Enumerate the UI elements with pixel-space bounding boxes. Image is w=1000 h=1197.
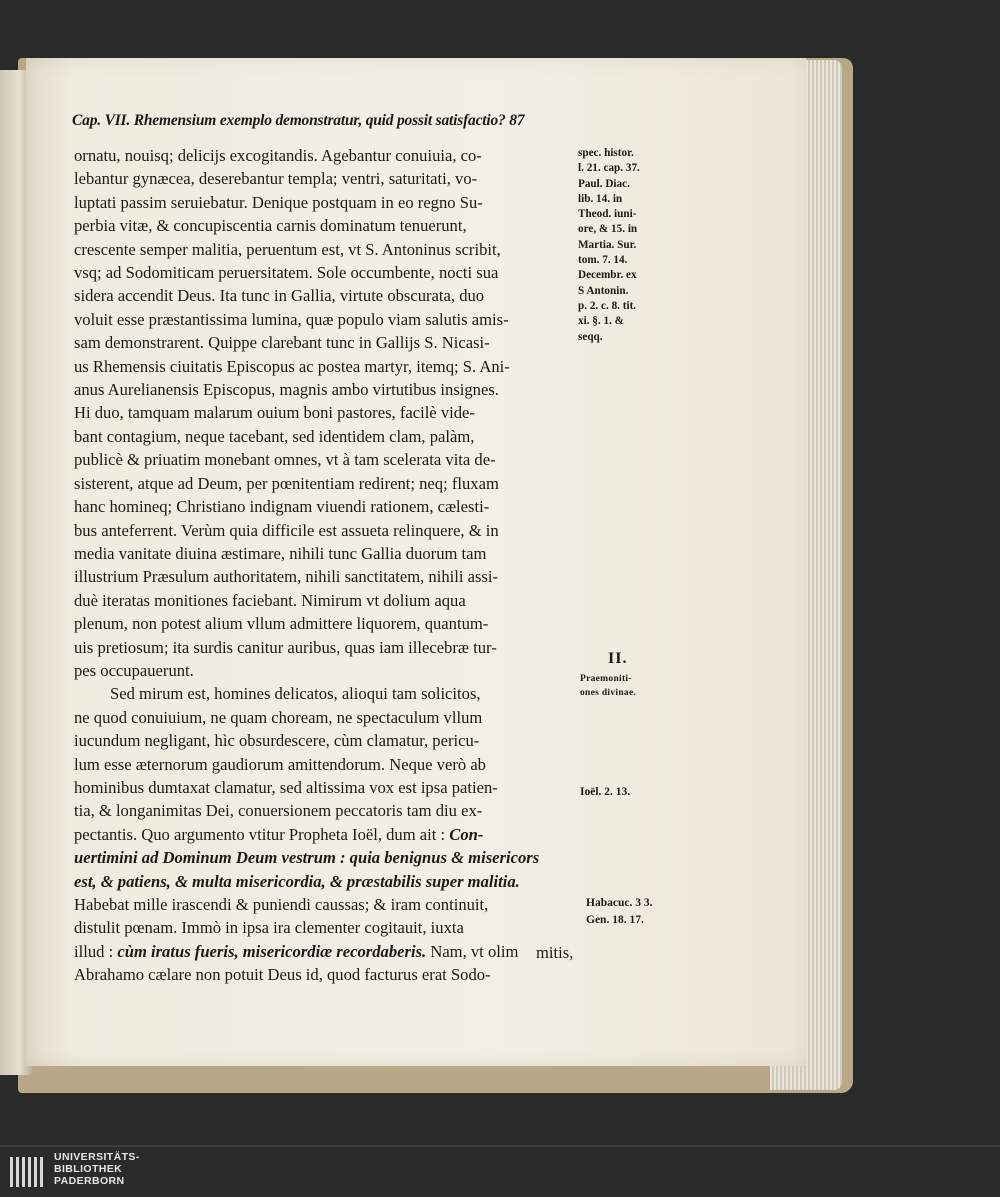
main-text	[74, 144, 579, 987]
quote-segment: cùm iratus fueris, misericordiæ recordaberis.	[117, 941, 427, 961]
text-line: luptati passim seruiebatur. Denique postquam in eo regno Su-	[74, 192, 483, 212]
text-line: pes occupauerunt.	[74, 660, 194, 680]
margin-note-line: p. 2. c. 8. tit.	[578, 299, 637, 312]
section-title	[580, 672, 636, 700]
text-line: publicè & priuatim monebant omnes, vt à tam scelerata vita de-	[74, 450, 496, 470]
text-segment: illud :	[74, 941, 118, 961]
margin-note-line: spec. histor.	[578, 147, 634, 159]
margin-note-line: S Antonin.	[578, 284, 629, 297]
library-name-line: BIBLIOTHEK	[54, 1163, 123, 1176]
text-line: plenum, non potest alium vllum admittere liquorem, quantum-	[74, 614, 489, 634]
text-line: illustrium Præsulum authoritatem, nihili sanctitatem, nihili assi-	[74, 567, 499, 587]
margin-reference: Ioël. 2. 13.	[580, 786, 631, 798]
text-line: distulit pœnam. Immò in ipsa ira clementer cogitauit, iuxta	[74, 918, 464, 938]
text-line: tia, & longanimitas Dei, conuersionem peccatoris tam diu ex-	[74, 801, 483, 821]
text-line	[74, 823, 579, 846]
section-title-line: ones divinae.	[580, 688, 637, 698]
running-header: Cap. VII. Rhemensium exemplo demonstratur, quid possit satisfactio? 87	[72, 112, 525, 129]
section-number: II.	[608, 650, 628, 667]
library-logo-icon	[8, 1153, 48, 1191]
text-line: ornatu, nouisq; delicijs excogitandis. Agebantur conuiuia, co-	[74, 146, 482, 165]
text-line: lebantur gynæcea, deserebantur templa; ventri, saturitati, vo-	[74, 169, 478, 189]
text-line: anus Aurelianensis Episcopus, magnis ambo virtutibus insignes.	[74, 380, 499, 400]
margin-note-line: l. 21. cap. 37.	[578, 162, 640, 175]
text-line: Habebat mille irascendi & puniendi caussas; & iram continuit,	[74, 895, 489, 914]
margin-note-line: seqq.	[578, 330, 603, 343]
text-line: media vanitate diuina æstimare, nihili tunc Gallia duorum tam	[74, 543, 487, 563]
quote-segment: uertimini ad Dominum Deum vestrum : quia benignus & misericors	[74, 848, 540, 868]
library-name-line: PADERBORN	[54, 1175, 125, 1188]
text-line: ne quod conuiuium, ne quam choream, ne spectaculum vllum	[74, 707, 483, 727]
quote-segment: Con-	[449, 824, 484, 844]
text-line: lum esse æternorum gaudiorum amittendorum. Neque verò ab	[74, 754, 486, 774]
margin-note-line: tom. 7. 14.	[578, 254, 628, 267]
text-line: sisterent, atque ad Deum, per pœnitentiam redirent; neq; fluxam	[74, 473, 499, 493]
text-line: sam demonstrarent. Quippe clarebant tunc in Gallijs S. Nicasi-	[74, 333, 490, 353]
text-line: hanc homineq; Christiano indignam viuendi rationem, cælesti-	[74, 497, 490, 517]
margin-reference	[586, 895, 652, 929]
text-line: Sed mirum est, homines delicatos, alioqui tam solicitos,	[110, 684, 481, 704]
margin-note-line: Paul. Diac.	[578, 177, 630, 190]
text-line: Hi duo, tamquam malarum ouium boni pastores, facilè vide-	[74, 403, 475, 423]
text-segment: Nam, vt olim	[426, 941, 519, 961]
text-line: Abrahamo cælare non potuit Deus id, quod facturus erat Sodo-	[74, 965, 491, 985]
text-line: voluit esse præstantissima lumina, quæ populo viam salutis amis-	[74, 309, 509, 329]
library-name-line: UNIVERSITÄTS-	[54, 1151, 140, 1163]
text-line: duè iteratas monitiones faciebant. Nimirum vt dolium aqua	[74, 590, 466, 610]
text-line	[74, 870, 579, 893]
margin-note-line: xi. §. 1. &	[578, 315, 624, 328]
text-line: us Rhemensis ciuitatis Episcopus ac postea martyr, itemq; S. Ani-	[74, 356, 510, 376]
text-line: iucundum negligant, hìc obsurdescere, cùm clamatur, pericu-	[74, 731, 480, 751]
text-line: hominibus dumtaxat clamatur, sed altissima vox est ipsa patien-	[74, 777, 498, 797]
text-line: perbia vitæ, & concupiscentia carnis dominatum tenuerunt,	[74, 216, 467, 236]
catchword: mitis,	[536, 943, 574, 962]
margin-note-line: Decembr. ex	[578, 269, 637, 282]
text-line: vsq; ad Sodomiticam peruersitatem. Sole occumbente, nocti sua	[74, 263, 499, 283]
reference-line: Gen. 18. 17.	[586, 914, 644, 926]
library-name	[54, 1151, 140, 1188]
text-line	[74, 940, 579, 963]
text-line: sidera accendit Deus. Ita tunc in Gallia, virtute obscurata, duo	[74, 286, 485, 306]
text-line: uis pretiosum; ita surdis canitur auribus, quas iam illecebræ tur-	[74, 637, 497, 657]
quote-segment: est, & patiens, & multa misericordia, & præstabilis super malitia.	[74, 871, 520, 891]
text-line: crescente semper malitia, peruentum est, vt S. Antoninus scribit,	[74, 239, 501, 259]
margin-note-line: ore, & 15. in	[578, 223, 638, 236]
section-title-line: Praemoniti-	[580, 674, 632, 684]
footer-bar	[0, 1145, 1000, 1197]
margin-note-line: Theod. iuni-	[578, 208, 637, 221]
text-segment: pectantis. Quo argumento vtitur Propheta Ioël, dum ait :	[74, 824, 450, 844]
margin-notes	[578, 146, 678, 345]
reference-line: Habacuc. 3 3.	[586, 897, 653, 909]
margin-note-line: lib. 14. in	[578, 192, 623, 205]
text-line: bant contagium, neque tacebant, sed identidem clam, palàm,	[74, 426, 475, 446]
text-line: bus anteferrent. Verùm quia difficile est assueta relinquere, & in	[74, 520, 499, 540]
margin-note-line: Martia. Sur.	[578, 238, 637, 251]
text-line	[74, 846, 579, 869]
